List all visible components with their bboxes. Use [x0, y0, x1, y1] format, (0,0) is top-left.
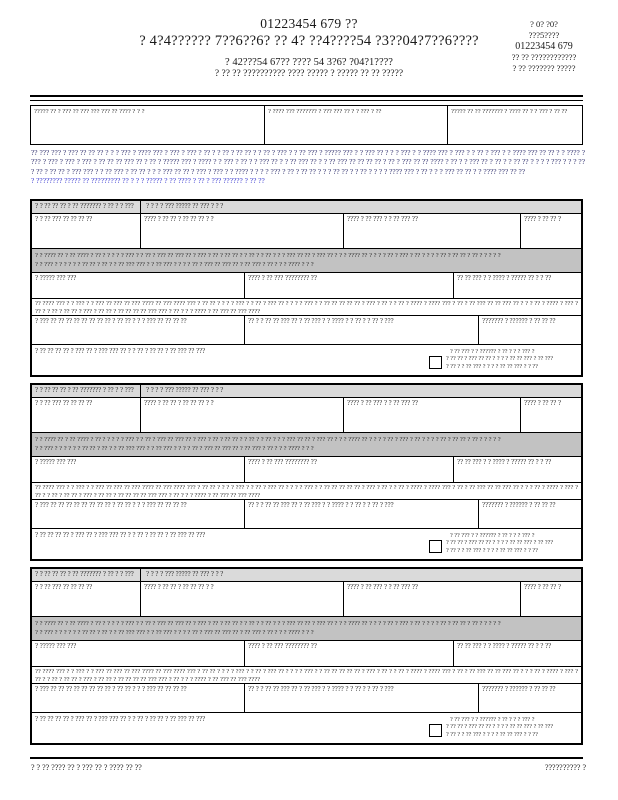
signature-label: ? ?? ?? ?? ?? ? ??? ?? ? ??? ??? ?? ? ? ?? ? ?? ?? ? ?? ??? ?? ??? — [35, 348, 206, 355]
instructions-paragraph: ?? ??? ??? ? ??? ?? ?? ?? ? ? ? ??? ? ???? ??? ? ??? ? ??? ? ?? ? ? ?? ? ?? ?? ? ? ?? ? ??? ? ? ?? ??? ? ????? ??? ? ? ??? ?? ? ? ? ??? ? ? ???? ??? ? ??? ? ? ?? ? ??? ? ? ???? ??? ?? ?? ? ? ???? ? ??? ? ??? ? ??? ? ??? ? ?? ?? ?? ??? ?? ? ?? ? ????? ??? ? ???? ? ? ??? ? ?? ? ? ??? ?? ? ? ?? ??? ?? ? ? ?? ??? ?? ?? ?? ?? ? ?? ? ??? ?? ?? ???? ? ?? ? ? ??? ?? ? ?? ? ? ?? ?? ? ? ? ? ??? ? ? ? ?? ? ?? ? ?? ?? ? ??? ??? ? ? ?? ??? ? ?? ?? ? ? ? ??? ?? ?? ? ??? ? ??? ? ? ???? ? ? ? ? ??? ? ?? ? ?? ?? ? ? ? ?? ?? ? ? ?? ? ? ? ? ???? ??? ? ?? ? ? ? ??? ?? ?? ? ? ???? ??? ?? ?? — [31, 148, 585, 176]
top-box-1 — [31, 106, 265, 144]
section-2-signature-row — [32, 529, 581, 559]
field-cell — [32, 684, 245, 712]
field-cell — [479, 316, 581, 344]
field-cell — [454, 641, 581, 666]
acknowledgement-checkbox[interactable] — [429, 724, 442, 737]
field-label: ??????? ? ?????? ? ?? ?? ?? — [482, 686, 556, 693]
notice-line: ? ? ??? ? ? ? ? ? ? ?? ?? ? ?? ? ? ?? ??? ??? ? ? ?? ??? ? ? ? ? ?? ? ??? ?? ??? ?? ? ?? ??? ? ?? ? ? ? ???? ? ? ? — [35, 445, 314, 452]
stamp-line: ?? ?? ???????????? — [511, 52, 577, 62]
form-title-line-1: 01223454 679 ?? — [260, 16, 358, 31]
signature-label: ? ?? ?? ?? ?? ? ??? ?? ? ??? ??? ?? ? ? ?? ? ?? ?? ? ?? ??? ?? ??? — [35, 532, 206, 539]
stamp-line: ? ?? ??????? ????? — [512, 63, 576, 73]
field-cell — [245, 273, 454, 298]
field-cell — [32, 457, 245, 482]
field-cell — [479, 684, 581, 712]
field-label: ???? ? ?? ??? ???????? ?? — [248, 459, 317, 466]
field-label: ? ? ?? ??? ?? ?? ?? ?? — [35, 584, 93, 591]
field-label: ?? ?? ??? ? ? ???? ? ????? ?? ? ? ?? — [457, 275, 552, 282]
stamp-line: ? 0? ?0? — [530, 19, 558, 29]
section-3-identity-row — [32, 582, 581, 617]
signature-label: ? ?? ?? ?? ?? ? ??? ?? ? ??? ??? ?? ? ? ?? ? ?? ?? ? ?? ??? ?? ??? — [35, 716, 206, 723]
field-label: ?? ? ? ?? ?? ??? ?? ? ?? ??? ? ? ???? ? ? ?? ? ? ?? ? ??? — [248, 502, 394, 509]
top-box-2 — [265, 106, 448, 144]
footer-form-edition: ? ? ?? ???? ?? ? ??? ?? ? ???? ?? ?? — [31, 763, 142, 772]
section-2-office-row — [32, 500, 581, 529]
top-box-1-label: ????? ?? ? ??? ?? ??? ??? ??? ?? ???? ? ? ? — [34, 108, 145, 115]
section-1-number-label: ? ? ?? ?? ?? ? ?? ??????? ? ?? ? ? ??? — [32, 201, 141, 213]
field-cell — [32, 500, 245, 528]
section-3-header — [32, 569, 581, 582]
notice-line: ? ? ???? ?? ? ?? ???? ? ?? ? ? ? ? ? ??? ? ? ?? ? ??? ?? ??? ?? ? ??? ? ?? ? ?? ?? ? ? ?? ? ? ?? ? ? ? ??? ?? ?? ? ??? ?? ? ? ? ???? ?? ? ? ? ? ?? ? ??? ? ?? ? ? ? ? ?? ? ?? ?? ? ?? ? ? ? ? ? — [35, 436, 501, 443]
field-cell — [32, 214, 141, 248]
field-label: ???? ? ?? ?? ? ?? ?? ?? ? ? — [144, 584, 214, 591]
form-title-line-4: ? ?? ?? ?????????? ???? ????? ? ????? ?? ?? ????? — [214, 69, 404, 79]
section-3-detail-row — [32, 641, 581, 667]
section-1-identity-row — [32, 214, 581, 249]
field-cell — [245, 641, 454, 666]
field-label: ? ? ?? ??? ?? ?? ?? ?? — [35, 400, 93, 407]
field-cell — [521, 582, 581, 616]
field-label: ???? ? ?? ?? ? ?? ?? ?? ? ? — [144, 216, 214, 223]
field-label: ? ??? ?? ?? ?? ?? ?? ?? ?? ?? ? ?? ?? ? ? ? ??? ?? ?? ?? ?? — [35, 686, 187, 693]
footer-rule — [30, 757, 583, 759]
acknowledgement-text — [446, 532, 553, 559]
acknowledgement-group — [429, 713, 581, 743]
field-label: ?? ?? ??? ? ? ???? ? ????? ?? ? ? ?? — [457, 459, 552, 466]
section-2-number-label: ? ? ?? ?? ?? ? ?? ??????? ? ?? ? ? ??? — [32, 385, 141, 397]
field-cell — [344, 398, 521, 432]
field-cell — [454, 273, 581, 298]
footer-page-number: ?????????? ? — [544, 763, 586, 772]
field-label: ?? ? ? ?? ?? ??? ?? ? ?? ??? ? ? ???? ? ? ?? ? ? ?? ? ??? — [248, 318, 394, 325]
field-cell — [32, 641, 245, 666]
field-cell — [344, 214, 521, 248]
field-label: ???? ? ?? ??? ? ? ?? ??? ?? — [347, 216, 418, 223]
field-cell — [245, 500, 479, 528]
acknowledgement-line: ? ?? ?? ? ??? ?? ?? ? ? ? ? ?? ?? ??? ? ?? ??? — [446, 539, 554, 547]
acknowledgement-line: ? ?? ? ? ?? ??? ? ? ? ? ?? ?? ??? ? ? ?? — [446, 730, 538, 738]
field-label: ? ??? ?? ?? ?? ?? ?? ?? ?? ?? ? ?? ?? ? ? ? ??? ?? ?? ?? ?? — [35, 502, 187, 509]
field-label: ???? ? ?? ?? ? — [524, 584, 561, 591]
field-cell — [454, 457, 581, 482]
field-cell — [344, 582, 521, 616]
form-section-2 — [30, 383, 583, 561]
field-cell — [521, 214, 581, 248]
field-cell — [32, 398, 141, 432]
section-1-signature-row — [32, 345, 581, 375]
section-3-number-label: ? ? ?? ?? ?? ? ?? ??????? ? ?? ? ? ??? — [32, 569, 141, 581]
acknowledgement-line: ? ?? ?? ? ??? ?? ?? ? ? ? ? ?? ?? ??? ? ?? ??? — [446, 723, 554, 731]
section-3-title-label: ? ? ? ? ??? ????? ?? ??? ? ? ? — [146, 571, 224, 578]
field-label: ?? ?? ??? ? ? ???? ? ????? ?? ? ? ?? — [457, 643, 552, 650]
field-label: ?? ? ? ?? ?? ??? ?? ? ?? ??? ? ? ???? ? ? ?? ? ? ?? ? ??? — [248, 686, 394, 693]
field-cell — [32, 316, 245, 344]
acknowledgement-line: ? ?? ??? ? ? ?????? ? ?? ? ? ? ??? ? — [450, 348, 535, 355]
acknowledgement-text — [446, 716, 553, 743]
field-label: ??????? ? ?????? ? ?? ?? ?? — [482, 318, 556, 325]
section-1-header — [32, 201, 581, 214]
field-label: ???? ? ?? ??? ? ? ?? ??? ?? — [347, 400, 418, 407]
field-label: ? ????? ??? ??? — [35, 459, 77, 466]
section-3-notice-banner — [32, 617, 581, 641]
notice-line: ? ? ???? ?? ? ?? ???? ? ?? ? ? ? ? ? ??? ? ? ?? ? ??? ?? ??? ?? ? ??? ? ?? ? ?? ?? ? ? ?? ? ? ?? ? ? ? ??? ?? ?? ? ??? ?? ? ? ? ???? ?? ? ? ? ? ?? ? ??? ? ?? ? ? ? ? ?? ? ?? ?? ? ?? ? ? ? ? ? — [35, 252, 501, 259]
form-section-3 — [30, 567, 583, 745]
field-label: ???? ? ?? ??? ???????? ?? — [248, 275, 317, 282]
field-cell — [141, 582, 344, 616]
section-2-header — [32, 385, 581, 398]
field-label: ???? ? ?? ??? ???????? ?? — [248, 643, 317, 650]
notice-line: ? ? ??? ? ? ? ? ? ? ?? ?? ? ?? ? ? ?? ??? ??? ? ? ?? ??? ? ? ? ? ?? ? ??? ?? ??? ?? ? ?? ??? ? ?? ? ? ? ???? ? ? ? — [35, 261, 314, 268]
form-instructions — [31, 148, 585, 186]
form-title-line-3: ? 42???54 67?? ???? 54 3?6? ?04?1???? — [225, 57, 393, 68]
section-1-detail-row — [32, 273, 581, 299]
field-label: ???? ? ?? ??? ? ? ?? ??? ?? — [347, 584, 418, 591]
field-cell — [479, 500, 581, 528]
field-cell — [32, 582, 141, 616]
field-cell — [245, 684, 479, 712]
form-approval-stamp — [478, 19, 610, 74]
acknowledgement-line: ? ?? ??? ? ? ?????? ? ?? ? ? ? ??? ? — [450, 532, 535, 539]
top-box-2-label: ? ???? ??? ??????? ? ??? ??? ?? ? ? ??? ? ?? — [268, 108, 382, 115]
acknowledgement-line: ? ?? ? ? ?? ??? ? ? ? ? ?? ?? ??? ? ? ?? — [446, 362, 538, 370]
section-2-identity-row — [32, 398, 581, 433]
top-box-3 — [448, 106, 582, 144]
acknowledgement-group — [429, 529, 581, 559]
form-section-1 — [30, 199, 583, 377]
top-identification-boxes — [30, 105, 583, 145]
acknowledgement-line: ? ?? ?? ? ??? ?? ?? ? ? ? ? ?? ?? ??? ? ?? ??? — [446, 355, 554, 363]
acknowledgement-line: ? ?? ??? ? ? ?????? ? ?? ? ? ? ??? ? — [450, 716, 535, 723]
field-label: ? ? ?? ??? ?? ?? ?? ?? — [35, 216, 93, 223]
section-3-certification-text: ?? ???? ??? ? ? ??? ? ? ??? ?? ??? ?? ??? ???? ?? ??? ???? ??? ? ?? ?? ? ? ? ? ??? ? ? ?? ? ??? ?? ? ? ? ? ??? ? ? ?? ?? ?? ?? ?? ? ??? ? ?? ? ? ?? ? ???? ? ???? ??? ? ?? ? ?? ??? ?? ?? ??? ?? ? ? ? ?? ? ???? ? ??? ? ?? ? ? ?? ? ?? ?? ? ??? ? ?? ?? ? ?? ?? ?? ?? ??? ??? ? ?? ? ? ? ???? ? ?? ??? ?? ??? ???? — [32, 667, 581, 684]
field-label: ? ????? ??? ??? — [35, 275, 77, 282]
field-label: ???? ? ?? ?? ? ?? ?? ?? ? ? — [144, 400, 214, 407]
header-divider-rule — [30, 95, 583, 101]
section-2-notice-banner — [32, 433, 581, 457]
acknowledgement-text — [446, 348, 553, 375]
field-label: ? ????? ??? ??? — [35, 643, 77, 650]
field-cell — [245, 457, 454, 482]
section-1-office-row — [32, 316, 581, 345]
section-3-signature-row — [32, 713, 581, 743]
field-cell — [141, 214, 344, 248]
section-1-title-label: ? ? ? ? ??? ????? ?? ??? ? ? ? — [146, 203, 224, 210]
acknowledgement-group — [429, 345, 581, 375]
field-label: ??????? ? ?????? ? ?? ?? ?? — [482, 502, 556, 509]
acknowledgement-checkbox[interactable] — [429, 540, 442, 553]
stamp-form-number: 01223454 679 — [515, 41, 573, 52]
form-title-line-2: ? 4?4?????? 7??6??6? ?? 4? ??4????54 ?3??04?7??6???? — [139, 33, 479, 49]
top-box-3-label: ????? ?? ?? ??????? ? ???? ?? ? ? ??? ? ?? ?? — [451, 108, 568, 115]
field-cell — [141, 398, 344, 432]
section-1-notice-banner — [32, 249, 581, 273]
section-1-certification-text: ?? ???? ??? ? ? ??? ? ? ??? ?? ??? ?? ??? ???? ?? ??? ???? ??? ? ?? ?? ? ? ? ? ??? ? ? ?? ? ??? ?? ? ? ? ? ??? ? ? ?? ?? ?? ?? ?? ? ??? ? ?? ? ? ?? ? ???? ? ???? ??? ? ?? ? ?? ??? ?? ?? ??? ?? ? ? ? ?? ? ???? ? ??? ? ?? ? ? ?? ? ?? ?? ? ??? ? ?? ?? ? ?? ?? ?? ?? ??? ??? ? ?? ? ? ? ???? ? ?? ??? ?? ??? ???? — [32, 299, 581, 316]
section-3-office-row — [32, 684, 581, 713]
field-cell — [245, 316, 479, 344]
notice-line: ? ? ???? ?? ? ?? ???? ? ?? ? ? ? ? ? ??? ? ? ?? ? ??? ?? ??? ?? ? ??? ? ?? ? ?? ?? ? ? ?? ? ? ?? ? ? ? ??? ?? ?? ? ??? ?? ? ? ? ???? ?? ? ? ? ? ?? ? ??? ? ?? ? ? ? ? ?? ? ?? ?? ? ?? ? ? ? ? ? — [35, 620, 501, 627]
section-2-certification-text: ?? ???? ??? ? ? ??? ? ? ??? ?? ??? ?? ??? ???? ?? ??? ???? ??? ? ?? ?? ? ? ? ? ??? ? ? ?? ? ??? ?? ? ? ? ? ??? ? ? ?? ?? ?? ?? ?? ? ??? ? ?? ? ? ?? ? ???? ? ???? ??? ? ?? ? ?? ??? ?? ?? ??? ?? ? ? ? ?? ? ???? ? ??? ? ?? ? ? ?? ? ?? ?? ? ??? ? ?? ?? ? ?? ?? ?? ?? ??? ??? ? ?? ? ? ? ???? ? ?? ??? ?? ??? ???? — [32, 483, 581, 500]
stamp-line: ???5???? — [528, 30, 560, 40]
field-label: ? ??? ?? ?? ?? ?? ?? ?? ?? ?? ? ?? ?? ? ? ? ??? ?? ?? ?? ?? — [35, 318, 187, 325]
acknowledgement-line: ? ?? ? ? ?? ??? ? ? ? ? ?? ?? ??? ? ? ?? — [446, 546, 538, 554]
field-label: ???? ? ?? ?? ? — [524, 400, 561, 407]
acknowledgement-checkbox[interactable] — [429, 356, 442, 369]
field-cell — [521, 398, 581, 432]
notice-line: ? ? ??? ? ? ? ? ? ? ?? ?? ? ?? ? ? ?? ??? ??? ? ? ?? ??? ? ? ? ? ?? ? ??? ?? ??? ?? ? ?? ??? ? ?? ? ? ? ???? ? ? ? — [35, 629, 314, 636]
field-label: ???? ? ?? ?? ? — [524, 216, 561, 223]
section-2-detail-row — [32, 457, 581, 483]
instructions-link[interactable]: ? ???????? ????? ?? ????????? ?? ? ? ? ????? ? ?? ???? ? ?? ? ??? ?????? ? ?? ?? — [31, 176, 265, 186]
field-cell — [32, 273, 245, 298]
section-2-title-label: ? ? ? ? ??? ????? ?? ??? ? ? ? — [146, 387, 224, 394]
